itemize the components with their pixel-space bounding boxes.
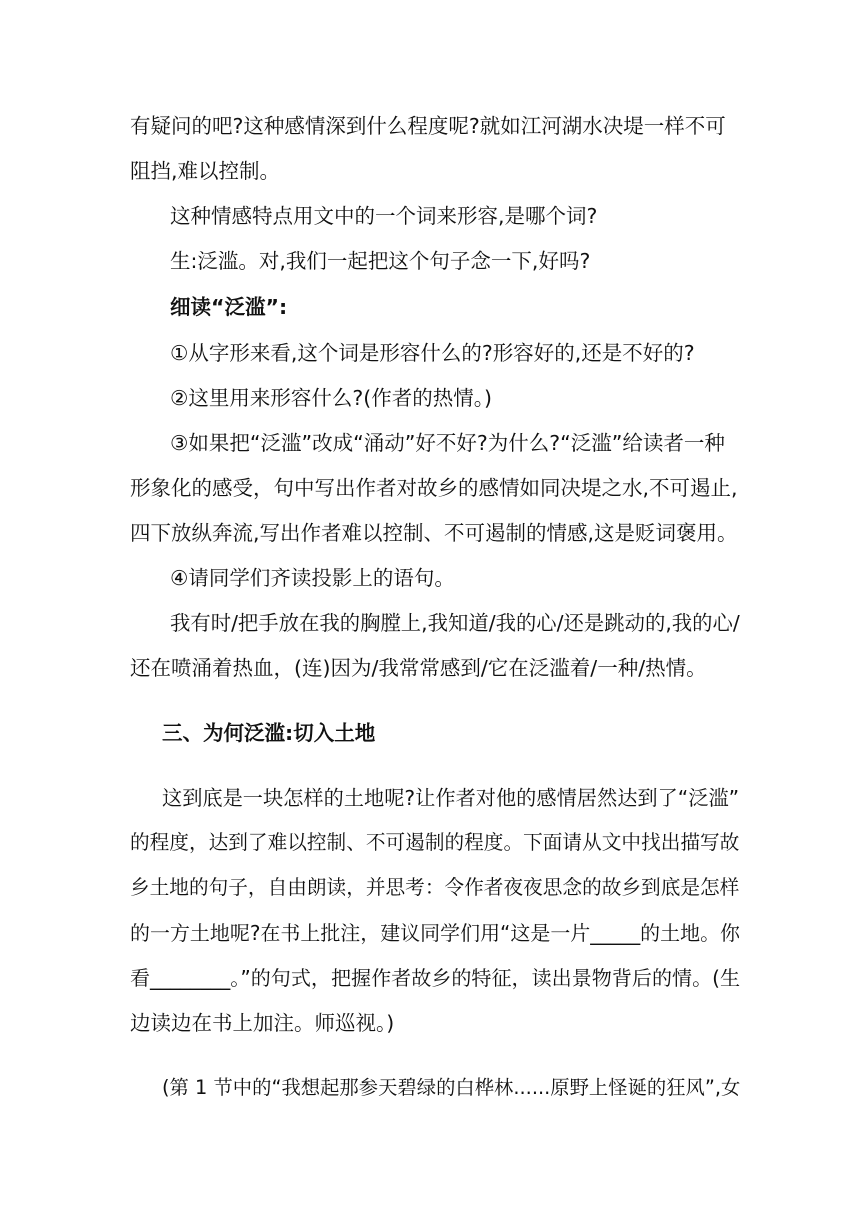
text-line: 形象化的感受，句中写出作者对故乡的感情如同决堤之水,不可遏止,	[130, 476, 738, 500]
text-line: 乡土地的句子，自由朗读，并思考：令作者夜夜思念的故乡到底是怎样	[130, 876, 740, 899]
list-item: ④请同学们齐读投影上的语句。	[170, 566, 455, 590]
text-line: 阻挡,难以控制。	[130, 159, 281, 183]
text-line: 我有时/把手放在我的胸膛上,我知道/我的心/还是跳动的,我的心/	[170, 611, 740, 635]
text-line: 还在喷涌着热血，(连)因为/我常常感到/它在泛滥着/一种/热情。	[130, 656, 707, 680]
text-line: 看________。”的句式，把握作者故乡的特征，读出景物背后的情。(生	[130, 966, 741, 990]
text-line: 生:泛滥。对,我们一起把这个句子念一下,好吗?	[170, 249, 591, 273]
list-item: ③如果把“泛滥”改成“涌动”好不好?为什么?“泛滥”给读者一种	[170, 431, 725, 455]
section-heading: 三、为何泛滥:切入土地	[162, 721, 376, 745]
text-line: 这种情感特点用文中的一个词来形容,是哪个词?	[170, 204, 598, 228]
text-line: 边读边在书上加注。师巡视。)	[130, 1011, 395, 1035]
list-item: ①从字形来看,这个词是形容什么的?形容好的,还是不好的?	[170, 341, 695, 365]
text-line: 的一方土地呢?在书上批注，建议同学们用“这是一片_____的土地。你	[130, 921, 741, 945]
subheading: 细读“泛滥”:	[170, 295, 288, 319]
text-line: 的程度，达到了难以控制、不可遏制的程度。下面请从文中找出描写故	[130, 831, 740, 854]
text-line: 有疑问的吧?这种感情深到什么程度呢?就如江河湖水决堤一样不可	[130, 114, 726, 138]
text-line: 四下放纵奔流,写出作者难以控制、不可遏制的情感,这是贬词褒用。	[130, 521, 738, 545]
text-line: 这到底是一块怎样的土地呢?让作者对他的感情居然达到了“泛滥”	[162, 786, 740, 810]
list-item: ②这里用来形容什么?(作者的热情。)	[170, 386, 493, 410]
text-line: (第 1 节中的“我想起那参天碧绿的白桦林......原野上怪诞的狂风”,女	[162, 1076, 741, 1099]
